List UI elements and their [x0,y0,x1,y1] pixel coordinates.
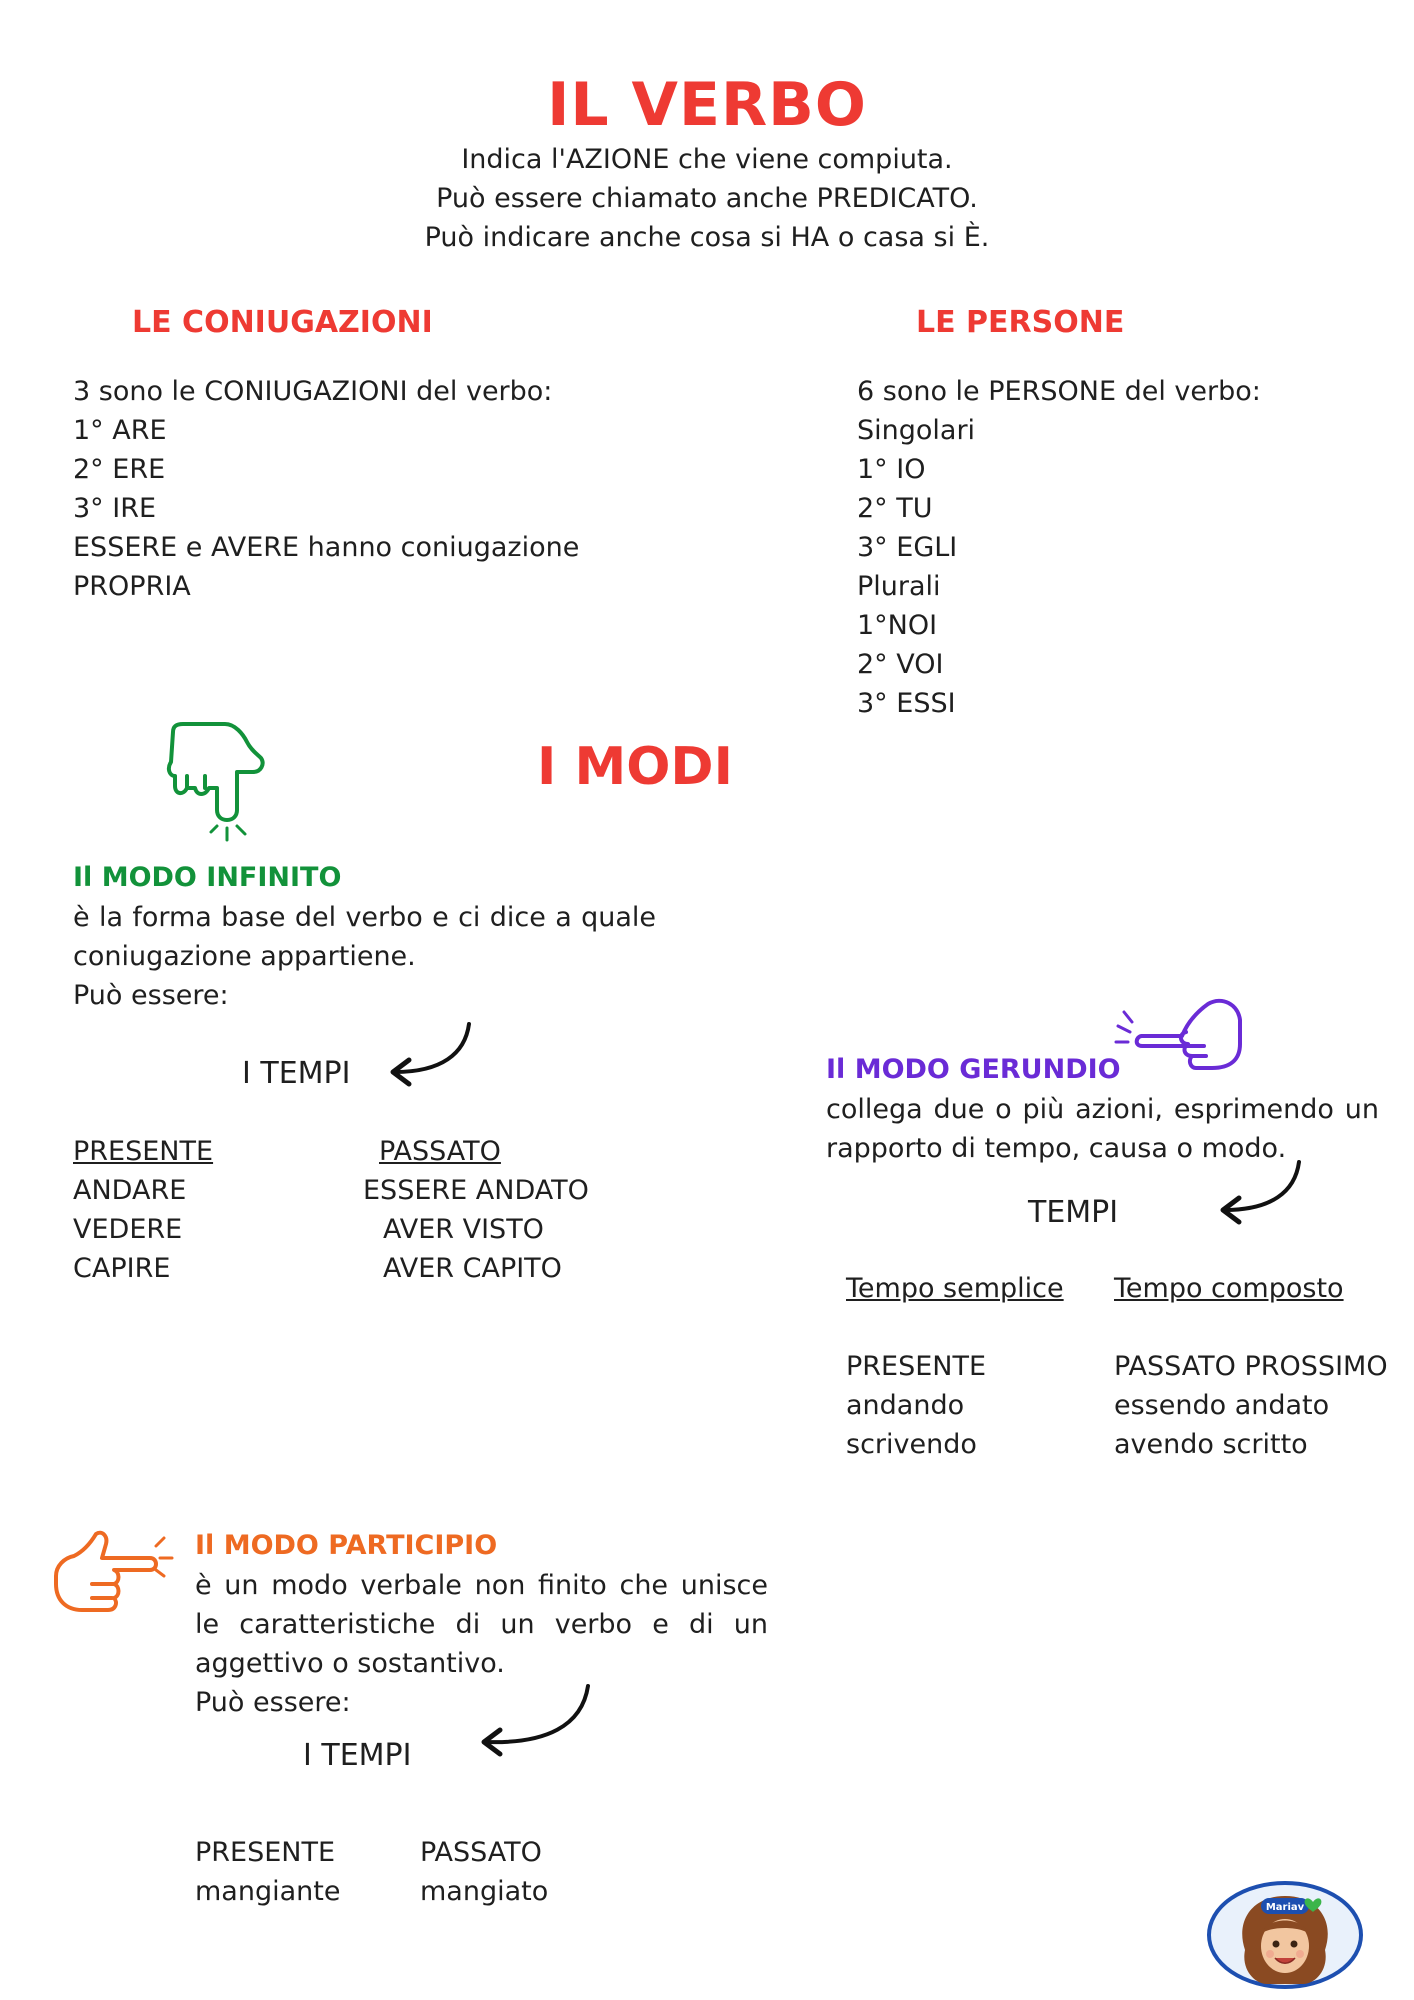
curved-arrow-icon [474,1682,594,1762]
hand-pointing-right-icon [52,1528,177,1628]
persone-line: 2° VOI [857,649,944,680]
coniugazioni-list [73,372,579,606]
gerundio-col1 [846,1347,986,1464]
participio-tempi-label: I TEMPI [303,1738,412,1773]
participio-desc: è un modo verbale non finito che unisce le caratteristiche di un verbo e di un aggettivo o sostantivo. [195,1570,768,1679]
gerundio-col2-item: essendo andato [1114,1390,1330,1421]
gerundio-col1-item: andando [846,1390,965,1421]
participio-heading: Il MODO PARTICIPIO [195,1530,498,1561]
coniugazioni-line: 3° IRE [73,493,157,524]
persone-line: Singolari [857,415,976,446]
participio-puo: Può essere: [195,1687,351,1718]
infinito-col1-item: CAPIRE [73,1253,171,1284]
gerundio-col1-header [846,1269,1064,1308]
gerundio-col1-item: scrivendo [846,1429,977,1460]
intro-line: Indica l'AZIONE che viene compiuta. [461,144,953,175]
participio-col2 [420,1833,548,1911]
infinito-col2 [363,1132,589,1288]
coniugazioni-line: 3 sono le CONIUGAZIONI del verbo: [73,376,553,407]
coniugazioni-line: 1° ARE [73,415,167,446]
persone-line: 2° TU [857,493,933,524]
intro-line: Può essere chiamato anche PREDICATO. [436,183,978,214]
gerundio-heading: Il MODO GERUNDIO [826,1054,1121,1085]
gerundio-col2-header-text: Tempo composto [1114,1273,1344,1304]
infinito-col1-item: ANDARE [73,1175,187,1206]
persone-line: Plurali [857,571,941,602]
infinito-col1-header: PRESENTE [73,1136,214,1167]
gerundio-col1-header-text: Tempo semplice [846,1273,1064,1304]
infinito-col2-item: AVER VISTO [383,1214,544,1245]
avatar-label: Mariav [1265,1902,1305,1913]
coniugazioni-heading: LE CONIUGAZIONI [132,305,433,340]
persone-line: 1°NOI [857,610,938,641]
gerundio-col1-item: PRESENTE [846,1351,987,1382]
gerundio-col2-item: PASSATO PROSSIMO [1114,1351,1388,1382]
infinito-col1 [73,1132,213,1288]
gerundio-col2-item: avendo scritto [1114,1429,1308,1460]
persone-line: 3° EGLI [857,532,958,563]
persone-line: 1° IO [857,454,926,485]
participio-col2-item: PASSATO [420,1837,542,1868]
gerundio-desc: collega due o più azioni, esprimendo un rapporto di tempo, causa o modo. [826,1094,1379,1164]
gerundio-col2 [1114,1347,1388,1464]
curved-arrow-icon [1215,1158,1305,1228]
avatar-icon [1205,1880,1365,1990]
hand-pointing-down-icon [165,720,275,845]
coniugazioni-line: 2° ERE [73,454,166,485]
gerundio-col2-header [1114,1269,1344,1308]
participio-col1-item: mangiante [195,1876,341,1907]
intro-line: Può indicare anche cosa si HA o casa si È. [424,222,990,253]
persone-line: 3° ESSI [857,688,956,719]
participio-col1 [195,1833,340,1911]
gerundio-tempi-label: TEMPI [1028,1195,1119,1230]
persone-list [857,372,1261,723]
participio-col1-item: PRESENTE [195,1837,336,1868]
infinito-tempi-label: I TEMPI [242,1056,351,1091]
coniugazioni-line: ESSERE e AVERE hanno coniugazione [73,532,580,563]
persone-heading: LE PERSONE [916,305,1125,340]
infinito-col2-item: ESSERE ANDATO [363,1175,589,1206]
infinito-col2-item: AVER CAPITO [383,1253,562,1284]
coniugazioni-line: PROPRIA [73,571,191,602]
infinito-puo: Può essere: [73,980,229,1011]
persone-line: 6 sono le PERSONE del verbo: [857,376,1261,407]
infinito-desc: è la forma base del verbo e ci dice a quale coniugazione appartiene. [73,902,656,972]
curved-arrow-icon [385,1020,475,1090]
infinito-col2-header: PASSATO [379,1136,501,1167]
modi-title: I MODI [537,737,733,797]
participio-col2-item: mangiato [420,1876,549,1907]
hand-pointing-left-icon [1112,990,1247,1080]
intro [0,140,1414,257]
infinito-heading: Il MODO INFINITO [73,862,342,893]
infinito-col1-item: VEDERE [73,1214,183,1245]
page-title: IL VERBO [547,70,867,140]
